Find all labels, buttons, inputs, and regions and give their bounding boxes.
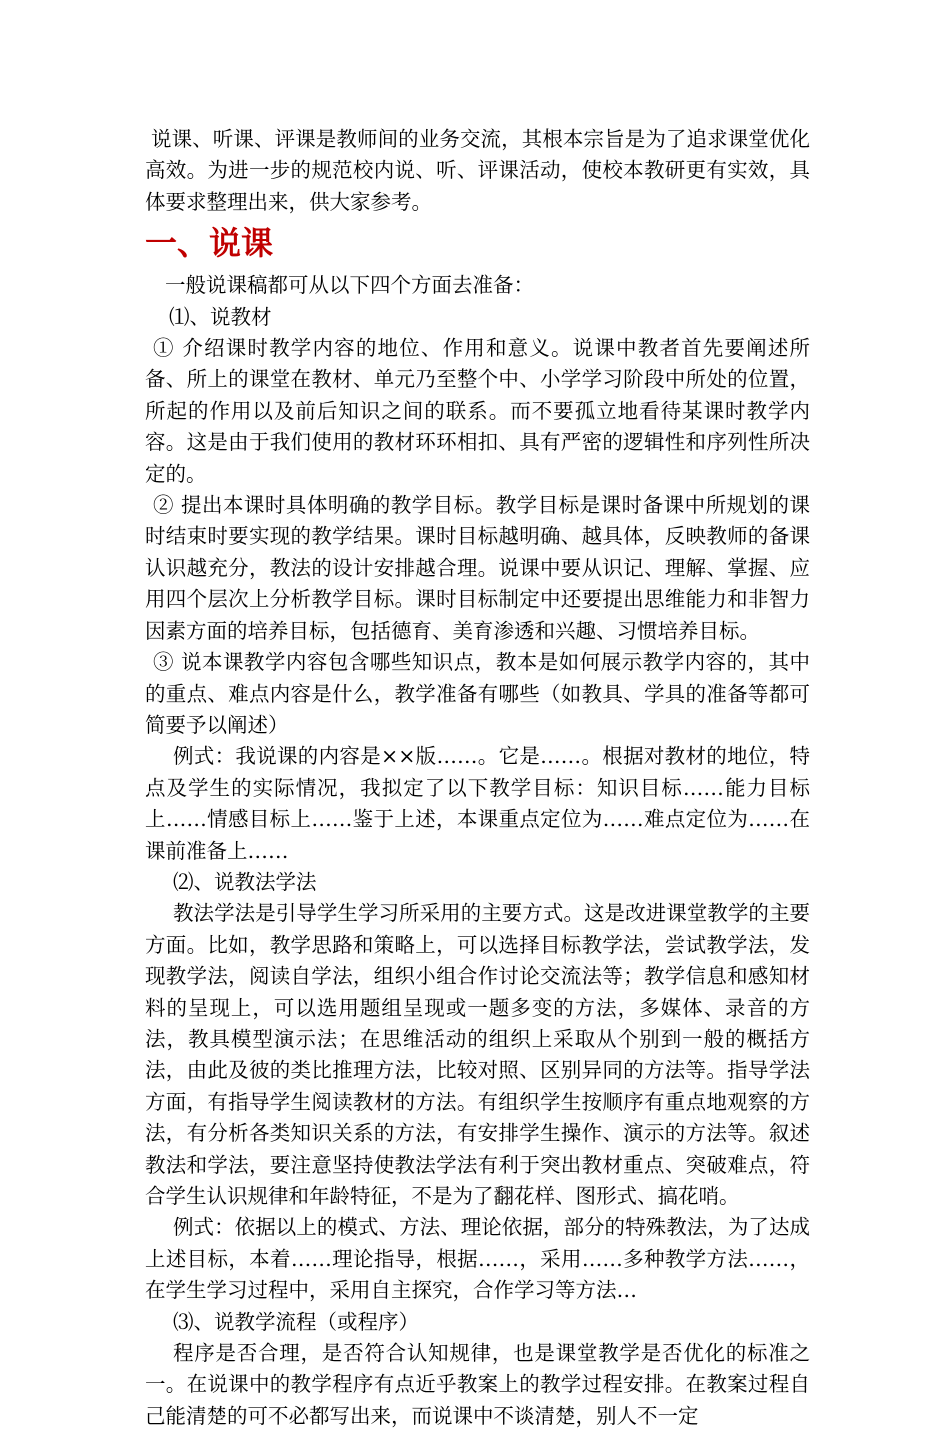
document-page bbox=[145, 124, 810, 1432]
subsection-title-2: ⑵、说教法学法 bbox=[173, 869, 317, 894]
subsection-title-3: ⑶、说教学流程（或程序） bbox=[173, 1309, 419, 1334]
intro-paragraph: 说课、听课、评课是教师间的业务交流，其根本宗旨是为了追求课堂优化高效。为进一步的规范校内说、听、评课活动，使校本教研更有实效，具体要求整理出来，供大家参考。 bbox=[145, 127, 810, 214]
example-2: 例式：依据以上的模式、方法、理论依据，部分的特殊教法，为了达成上述目标，本着……理论指导，根据……，采用……多种教学方法……，在学生学习过程中，采用自主探究，合作学习等方法… bbox=[145, 1215, 810, 1303]
example-1: 例式：我说课的内容是××版……。它是……。根据对教材的地位，特点及学生的实际情况，我拟定了以下教学目标：知识目标……能力目标上……情感目标上……鉴于上述，本课重点定位为……难点定位为……在课前准备上…… bbox=[145, 744, 810, 863]
paragraph-1-3: ③ 说本课教学内容包含哪些知识点，教本是如何展示教学内容的，其中的重点、难点内容是什么，教学准备有哪些（如教具、学具的准备等都可简要予以阐述） bbox=[145, 650, 810, 737]
paragraph-3-1: 程序是否合理，是否符合认知规律，也是课堂教学是否优化的标准之一。在说课中的教学程序有点近乎教案上的教学过程安排。在教案过程自己能清楚的可不必都写出来，而说课中不谈清楚，别人不一定 bbox=[145, 1341, 810, 1428]
section-heading: 一、说课 bbox=[145, 224, 274, 263]
paragraph-2-1: 教法学法是引导学生学习所采用的主要方式。这是改进课堂教学的主要方面。比如，教学思路和策略上，可以选择目标教学法，尝试教学法，发现教学法，阅读自学法，组织小组合作讨论交流法等；教学信息和感知材料的呈现上，可以选用题组呈现或一题多变的方法，多媒体、录音的方法，教具模型演示法；在思维活动的组织上采取从个别到一般的概括方法，由此及彼的类比推理方法，比较对照、区别异同的方法等。指导学法方面，有指导学生阅读教材的方法。有组织学生按顺序有重点地观察的方法，有分析各类知识关系的方法，有安排学生操作、演示的方法等。叙述教法和学法，要注意坚持使教法学法有利于突出教材重点、突破难点，符合学生认识规律和年龄特征，不是为了翻花样、图形式、搞花哨。 bbox=[145, 901, 810, 1208]
paragraph-1-1: ① 介绍课时教学内容的地位、作用和意义。说课中教者首先要阐述所备、所上的课堂在教材、单元乃至整个中、小学学习阶段中所处的位置，所起的作用以及前后知识之间的联系。而不要孤立地看待某课时教学内容。这是由于我们使用的教材环环相扣、具有严密的逻辑性和序列性所决定的。 bbox=[145, 336, 810, 486]
paragraph-1-2: ② 提出本课时具体明确的教学目标。教学目标是课时备课中所规划的课时结束时要实现的教学结果。课时目标越明确、越具体，反映教师的备课认识越充分，教法的设计安排越合理。说课中要从识记、理解、掌握、应用四个层次上分析教学目标。课时目标制定中还要提出思维能力和非智力因素方面的培养目标，包括德育、美育渗透和兴趣、习惯培养目标。 bbox=[145, 493, 810, 643]
prep-line: 一般说课稿都可从以下四个方面去准备： bbox=[165, 273, 534, 298]
subsection-title-1: ⑴、说教材 bbox=[169, 304, 272, 329]
